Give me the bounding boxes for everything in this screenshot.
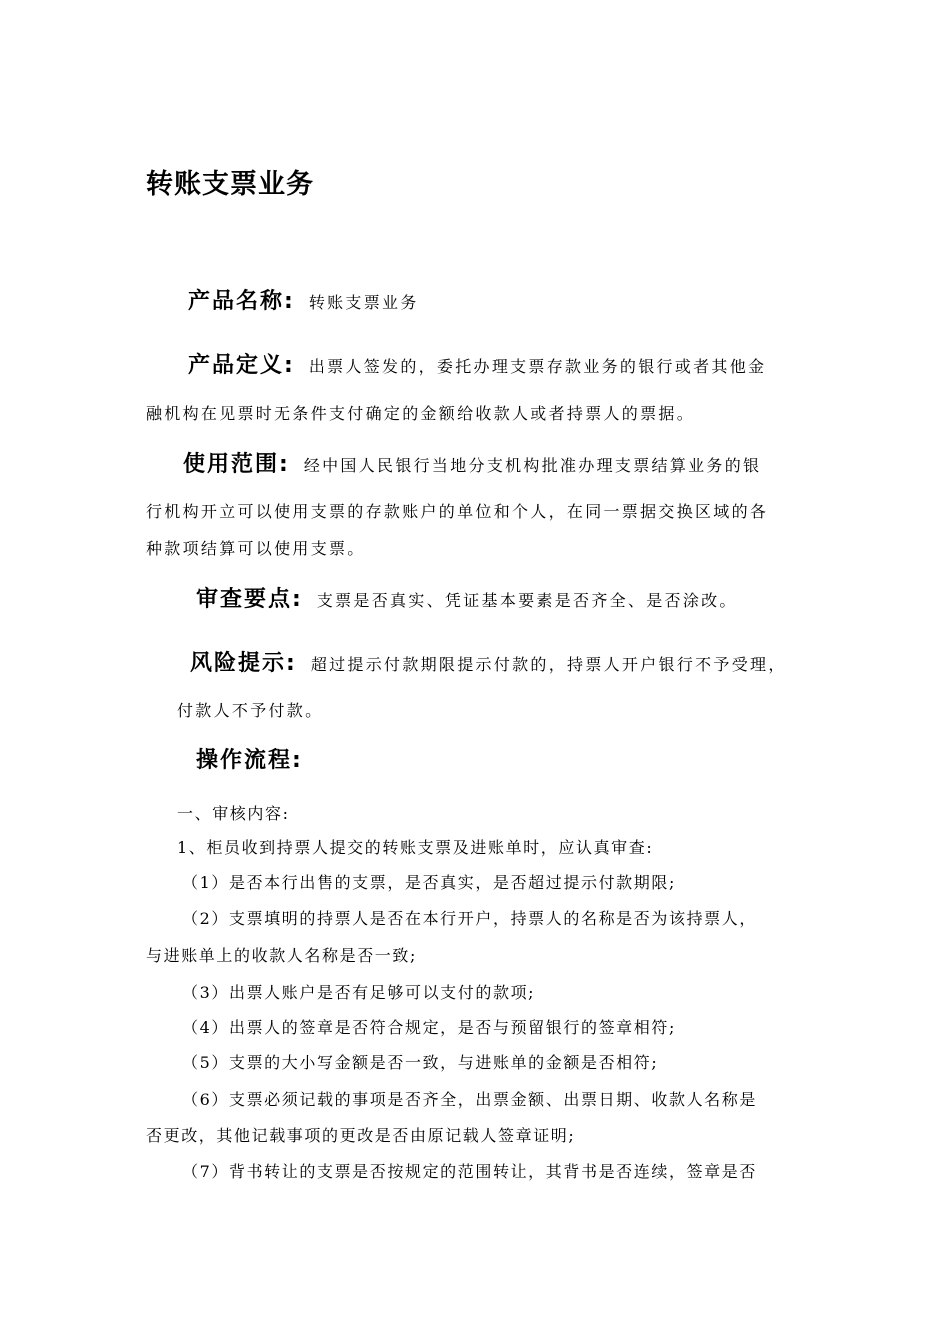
review-points-row xyxy=(196,585,738,616)
body-line: 1、柜员收到持票人提交的转账支票及进账单时，应认真审查: xyxy=(177,838,654,857)
body-line: （6）支票必须记载的事项是否齐全，出票金额、出票日期、收款人名称是 xyxy=(182,1090,757,1109)
risk-notice-value-line2: 付款人不予付款。 xyxy=(177,701,324,720)
body-line: （2）支票填明的持票人是否在本行开户，持票人的名称是否为该持票人， xyxy=(182,909,757,928)
body-line: 一、审核内容: xyxy=(177,804,290,823)
usage-scope-label: 使用范围: xyxy=(183,452,290,477)
product-definition-value-line2: 融机构在见票时无条件支付确定的金额给收款人或者持票人的票据。 xyxy=(146,404,696,423)
review-points-label: 审查要点: xyxy=(196,587,303,612)
body-line: 否更改，其他记载事项的更改是否由原记载人签章证明; xyxy=(146,1126,576,1145)
review-points-value: 支票是否真实、凭证基本要素是否齐全、是否涂改。 xyxy=(316,591,738,610)
usage-scope-value-line1: 经中国人民银行当地分支机构批准办理支票结算业务的银 xyxy=(303,456,762,475)
product-definition-row xyxy=(188,351,766,382)
usage-scope-value-line2: 行机构开立可以使用支票的存款账户的单位和个人，在同一票据交换区域的各 xyxy=(146,502,769,521)
risk-notice-row xyxy=(190,649,787,680)
body-line: （3）出票人账户是否有足够可以支付的款项; xyxy=(182,983,536,1002)
product-name-row xyxy=(188,287,419,318)
usage-scope-value-line3: 种款项结算可以使用支票。 xyxy=(146,539,366,558)
document-title: 转账支票业务 xyxy=(146,169,314,200)
risk-notice-label: 风险提示: xyxy=(190,651,297,676)
product-definition-label: 产品定义: xyxy=(188,353,295,378)
body-line: 与进账单上的收款人名称是否一致; xyxy=(146,946,417,965)
risk-notice-value-line1: 超过提示付款期限提示付款的，持票人开户银行不予受理， xyxy=(310,655,787,674)
product-name-label: 产品名称: xyxy=(188,289,295,314)
operation-flow-label: 操作流程: xyxy=(196,748,303,773)
product-name-value: 转账支票业务 xyxy=(308,293,419,312)
body-line: （4）出票人的签章是否符合规定，是否与预留银行的签章相符; xyxy=(182,1018,676,1037)
body-line: （7）背书转让的支票是否按规定的范围转让，其背书是否连续，签章是否 xyxy=(182,1162,757,1181)
body-line: （5）支票的大小写金额是否一致，与进账单的金额是否相符; xyxy=(182,1053,659,1072)
body-line: （1）是否本行出售的支票，是否真实，是否超过提示付款期限; xyxy=(182,873,676,892)
usage-scope-row xyxy=(183,450,761,481)
product-definition-value-line1: 出票人签发的，委托办理支票存款业务的银行或者其他金 xyxy=(308,357,767,376)
operation-flow-row xyxy=(196,746,303,777)
